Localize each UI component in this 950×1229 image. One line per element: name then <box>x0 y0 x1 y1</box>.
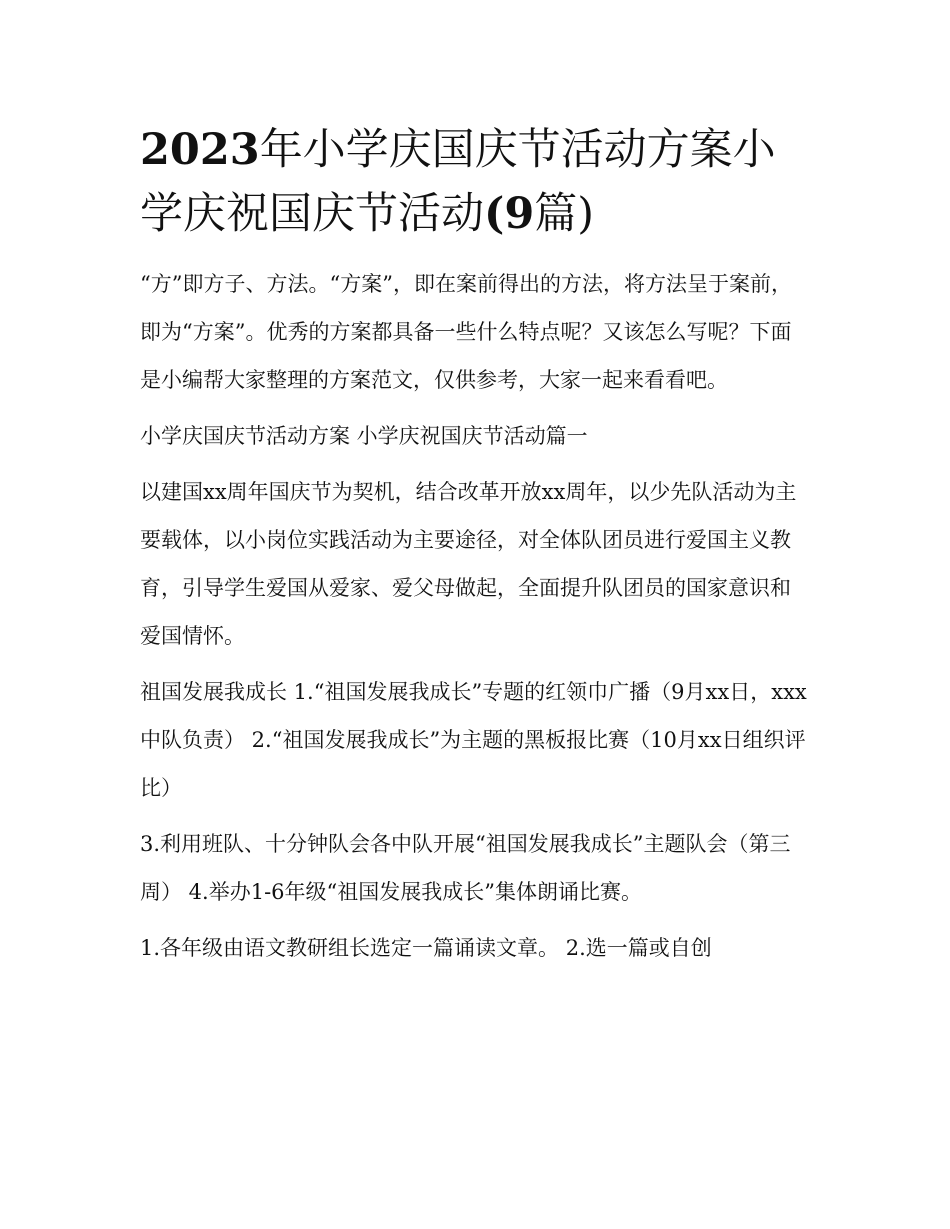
title-text: 年小学庆国庆节活动方案小学庆祝国庆节活动 <box>140 125 776 239</box>
paragraph-purpose: 以建国xx周年国庆节为契机，结合改革开放xx周年，以少先队活动为主要载体，以小岗位实践活动为主要途径，对全体队团员进行爱国主义教育，引导学生爱国从爱家、爱父母做起，全面提升队团员的国家意识和爱国情怀。 <box>140 480 797 648</box>
document-body <box>140 260 810 972</box>
paragraph-activities-1: 祖国发展我成长 1.“祖国发展我成长”专题的红领巾广播（9月xx日，xxx中队负责） 2.“祖国发展我成长”为主题的黑板报比赛（10月xx日组织评比） <box>140 680 807 800</box>
paragraph-recitation: 1.各年级由语文教研组长选定一篇诵读文章。 2.选一篇或自创 <box>140 936 712 960</box>
paragraph-activities-2: 3.利用班队、十分钟队会各中队开展“祖国发展我成长”主题队会（第三周） 4.举办1-6年级“祖国发展我成长”集体朗诵比赛。 <box>140 832 791 904</box>
document-title <box>140 118 810 246</box>
title-year: 2023 <box>140 125 260 175</box>
section-heading: 小学庆国庆节活动方案 小学庆祝国庆节活动篇一 <box>140 424 588 448</box>
paragraph-intro: “方”即方子、方法。“方案”，即在案前得出的方法，将方法呈于案前，即为“方案”。优秀的方案都具备一些什么特点呢？又该怎么写呢？下面是小编帮大家整理的方案范文，仅供参考，大家一起来看看吧。 <box>140 272 792 392</box>
title-suffix: 篇) <box>534 189 595 239</box>
title-count: (9 <box>484 189 535 239</box>
